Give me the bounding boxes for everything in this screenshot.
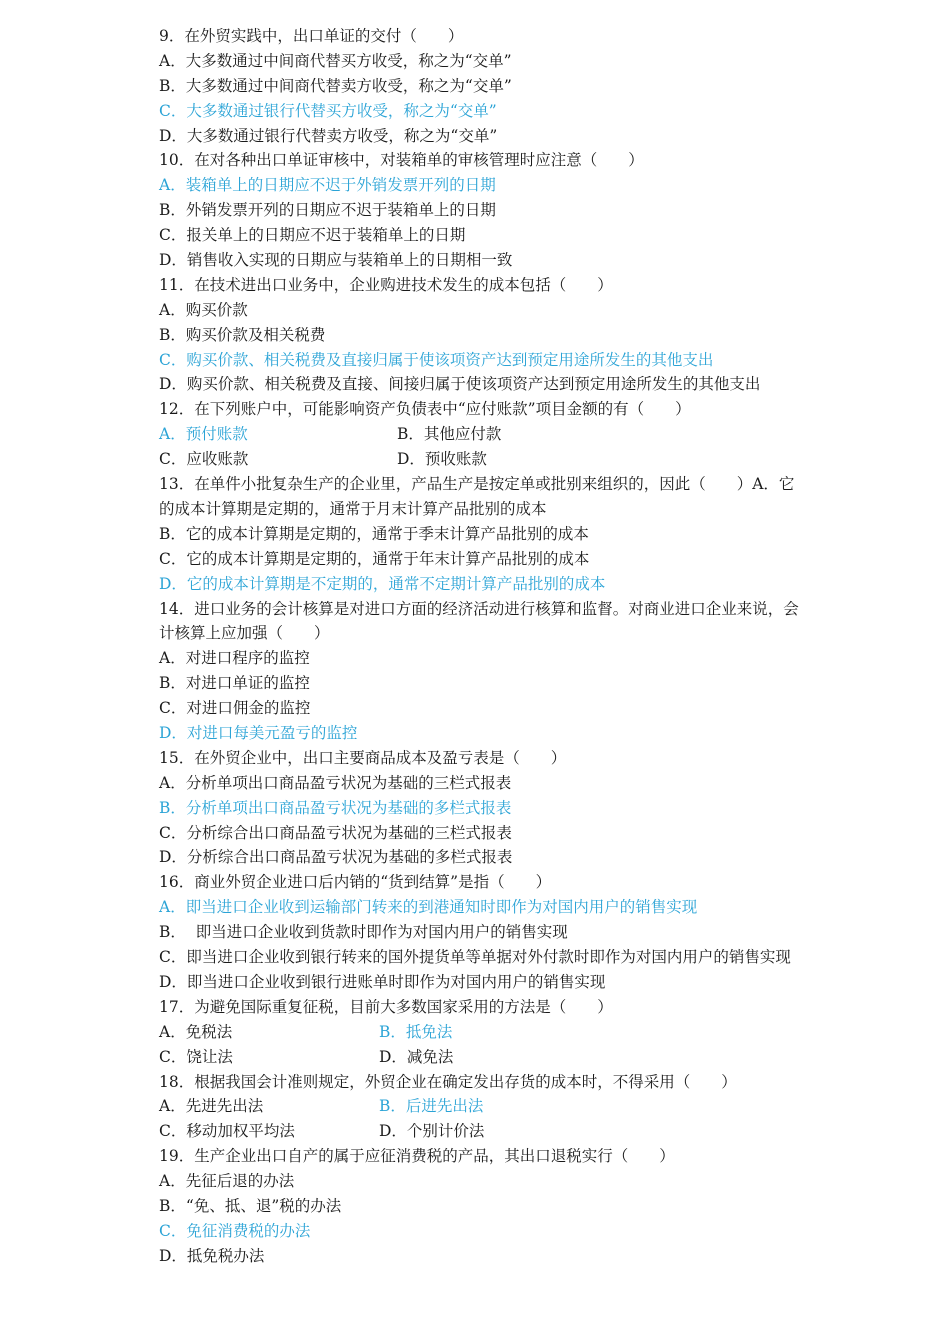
- option: B．外销发票开列的日期应不迟于装箱单上的日期: [159, 201, 496, 220]
- option: D．即当进口企业收到银行进账单时即作为对国内用户的销售实现: [159, 972, 606, 991]
- option: C．应收账款: [159, 450, 249, 469]
- option: B．它的成本计算期是定期的，通常于季末计算产品批别的成本: [159, 524, 589, 543]
- option: D．个别计价法: [379, 1122, 485, 1141]
- option: C．它的成本计算期是定期的，通常于年末计算产品批别的成本: [159, 549, 590, 568]
- answer-option: B．后进先出法: [379, 1097, 484, 1116]
- option: B．“免、抵、退”税的办法: [159, 1196, 342, 1215]
- answer-option: D．它的成本计算期是不定期的，通常不定期计算产品批别的成本: [159, 574, 606, 593]
- exam-document: [159, 24, 799, 1269]
- question-stem: 19．生产企业出口自产的属于应征消费税的产品，其出口退税实行（ ）: [159, 1147, 675, 1166]
- option: A．大多数通过中间商代替买方收受，称之为“交单”: [159, 51, 512, 70]
- option: A．先征后退的办法: [159, 1172, 295, 1191]
- question-stem: 12．在下列账户中，可能影响资产负债表中“应付账款”项目金额的有（ ）: [159, 400, 691, 419]
- answer-option: C．购买价款、相关税费及直接归属于使该项资产达到预定用途所发生的其他支出: [159, 350, 714, 369]
- option: D．购买价款、相关税费及直接、间接归属于使该项资产达到预定用途所发生的其他支出: [159, 375, 761, 394]
- question-stem: 13．在单件小批复杂生产的企业里，产品生产是按定单或批别来组织的，因此（ ）A．它的成本计算期是定期的，通常于月末计算产品批别的成本: [159, 475, 795, 518]
- option: B．购买价款及相关税费: [159, 325, 326, 344]
- option: A．对进口程序的监控: [159, 649, 310, 668]
- question-stem: 16．商业外贸企业进口后内销的“货到结算”是指（ ）: [159, 873, 552, 892]
- option-row: [159, 422, 799, 447]
- question-stem: 18．根据我国会计准则规定，外贸企业在确定发出存货的成本时，不得采用（ ）: [159, 1072, 737, 1091]
- question-stem: 11．在技术进出口业务中，企业购进技术发生的成本包括（ ）: [159, 275, 613, 294]
- option: B．其他应付款: [397, 425, 502, 444]
- option: C．移动加权平均法: [159, 1122, 295, 1141]
- option-row: [159, 1119, 799, 1144]
- option: C．对进口佣金的监控: [159, 699, 311, 718]
- answer-option: B．分析单项出口商品盈亏状况为基础的多栏式报表: [159, 798, 512, 817]
- option: A．分析单项出口商品盈亏状况为基础的三栏式报表: [159, 773, 512, 792]
- option: D．分析综合出口商品盈亏状况为基础的多栏式报表: [159, 848, 513, 867]
- answer-option: A．预付账款: [159, 425, 248, 444]
- option: A．先进先出法: [159, 1097, 264, 1116]
- option-row: [159, 1020, 799, 1045]
- question-stem: 15．在外贸企业中，出口主要商品成本及盈亏表是（ ）: [159, 748, 567, 767]
- option-row: [159, 447, 799, 472]
- question-stem: 14．进口业务的会计核算是对进口方面的经济活动进行核算和监督。对商业进口企业来说，会计核算上应加强（ ）: [159, 599, 799, 643]
- option: B． 即当进口企业收到货款时即作为对国内用户的销售实现: [159, 923, 568, 942]
- option: D．销售收入实现的日期应与装箱单上的日期相一致: [159, 251, 513, 270]
- option-row: [159, 1045, 799, 1070]
- question-stem: 10．在对各种出口单证审核中，对装箱单的审核管理时应注意（ ）: [159, 151, 644, 170]
- answer-option: A．即当进口企业收到运输部门转来的到港通知时即作为对国内用户的销售实现: [159, 898, 698, 917]
- answer-option: A．装箱单上的日期应不迟于外销发票开列的日期: [159, 176, 496, 195]
- option: C．饶让法: [159, 1047, 233, 1066]
- option: C．报关单上的日期应不迟于装箱单上的日期: [159, 226, 466, 245]
- answer-option: B．抵免法: [379, 1022, 453, 1041]
- option: C．即当进口企业收到银行转来的国外提货单等单据对外付款时即作为对国内用户的销售实现: [159, 948, 791, 967]
- question-stem: 17．为避免国际重复征税，目前大多数国家采用的方法是（ ）: [159, 997, 613, 1016]
- option-row: [159, 1094, 799, 1119]
- option: B．大多数通过中间商代替卖方收受，称之为“交单”: [159, 76, 512, 95]
- option: A．购买价款: [159, 300, 248, 319]
- option: D．减免法: [379, 1047, 454, 1066]
- answer-option: D．对进口每美元盈亏的监控: [159, 724, 358, 743]
- option: B．对进口单证的监控: [159, 674, 310, 693]
- option: D．抵免税办法: [159, 1246, 265, 1265]
- option: D．预收账款: [397, 450, 487, 469]
- option: C．分析综合出口商品盈亏状况为基础的三栏式报表: [159, 823, 512, 842]
- question-stem: 9．在外贸实践中，出口单证的交付（ ）: [159, 27, 464, 45]
- option: A．免税法: [159, 1022, 233, 1041]
- answer-option: C．免征消费税的办法: [159, 1221, 311, 1240]
- option: D．大多数通过银行代替卖方收受，称之为“交单”: [159, 126, 498, 145]
- answer-option: C．大多数通过银行代替买方收受，称之为“交单”: [159, 101, 497, 120]
